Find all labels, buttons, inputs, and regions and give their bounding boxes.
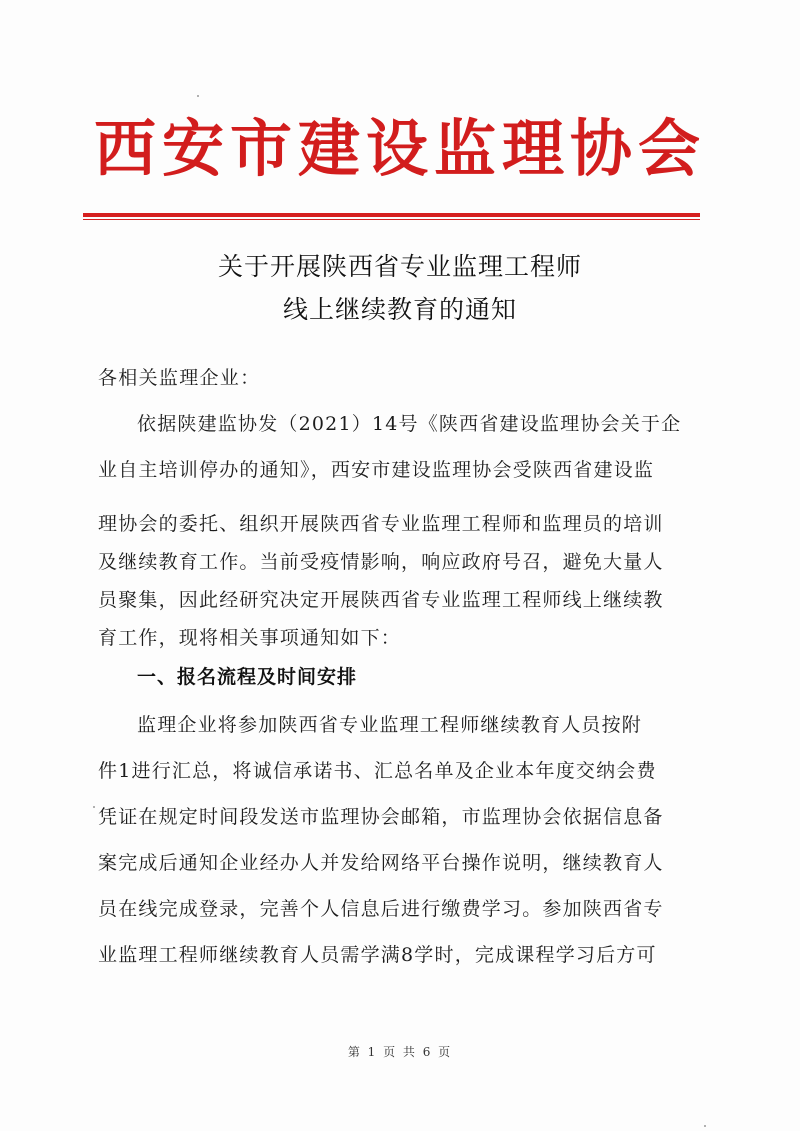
paragraph-1-line: 及继续教育工作。当前受疫情影响，响应政府号召，避免大量人	[98, 551, 664, 573]
salutation: 各相关监理企业：	[98, 367, 261, 389]
scan-speck	[197, 95, 199, 97]
paragraph-2-line: 凭证在规定时间段发送市监理协会邮箱，市监理协会依据信息备	[98, 806, 664, 828]
paragraph-2-line: 业监理工程师继续教育人员需学满8学时，完成课程学习后方可	[98, 944, 657, 966]
document-title-line-1: 关于开展陕西省专业监理工程师	[217, 252, 582, 281]
masthead-red-rule	[83, 213, 700, 217]
paragraph-2-line: 员在线完成登录，完善个人信息后进行缴费学习。参加陕西省专	[98, 898, 664, 920]
paragraph-1-line: 员聚集，因此经研究决定开展陕西省专业监理工程师线上继续教	[98, 589, 664, 611]
scan-speck	[93, 806, 95, 808]
masthead-red-rule-thin	[83, 219, 700, 220]
masthead-organization-name: 西安市建设监理协会	[93, 112, 706, 185]
document-title-line-2: 线上继续教育的通知	[282, 295, 517, 324]
paragraph-1-line: 业自主培训停办的通知》，西安市建设监理协会受陕西省建设监	[98, 459, 655, 481]
paragraph-2-line: 案完成后通知企业经办人并发给网络平台操作说明，继续教育人	[98, 852, 664, 874]
paragraph-1-line: 育工作，现将相关事项通知如下：	[98, 627, 402, 649]
section-1-heading: 一、报名流程及时间安排	[137, 666, 358, 688]
paragraph-1-line: 依据陕建监协发（2021）14号《陕西省建设监理协会关于企	[137, 413, 682, 435]
paragraph-2-line: 监理企业将参加陕西省专业监理工程师继续教育人员按附	[137, 714, 643, 736]
paragraph-1-line: 理协会的委托、组织开展陕西省专业监理工程师和监理员的培训	[98, 513, 664, 535]
document-title	[0, 245, 800, 331]
paragraph-2-line: 件1进行汇总，将诚信承诺书、汇总名单及企业本年度交纳会费	[98, 760, 657, 782]
scan-speck	[704, 1125, 706, 1127]
page-number-footer: 第 1 页 共 6 页	[347, 1045, 453, 1059]
